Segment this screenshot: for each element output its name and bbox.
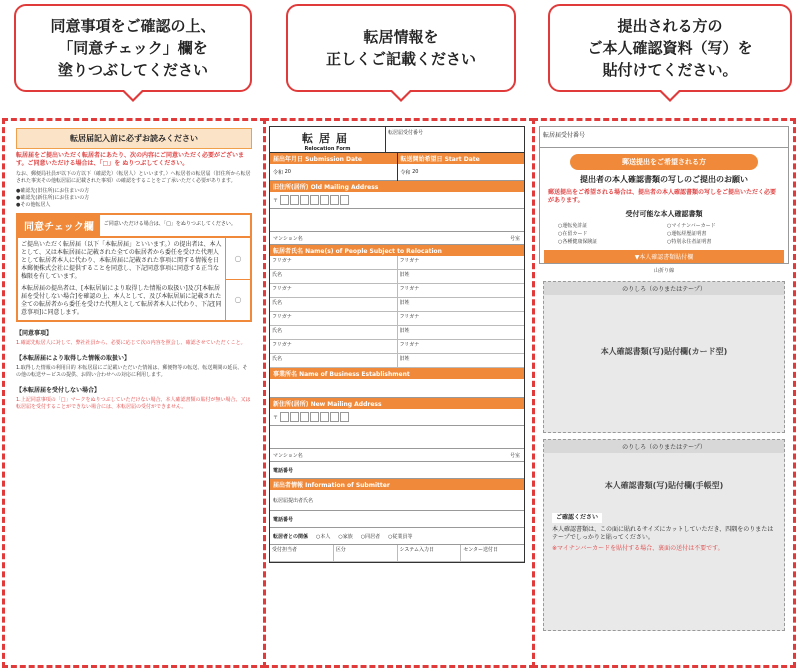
name-row[interactable]: フリガナ フリガナ <box>270 312 524 326</box>
submission-date-field[interactable]: 令和 20 <box>270 164 397 181</box>
consent-check-subtitle: ご同意いただける場合は、「□」をぬりつぶしてください。 <box>103 221 236 227</box>
form-title-row <box>270 127 524 153</box>
paste-area-bar: ▼本人確認書類貼付欄 <box>544 250 784 263</box>
accepted-docs-list <box>558 223 770 246</box>
reject-text: 1.上記同意事項の「□」マークをぬりつぶしていただけない場合、本人確認書類の貼付が無い場合、又は転居届を受付することができない場合には、本転居届の受付ができません。 <box>16 397 251 410</box>
list-item: ○各種健康保険証 <box>558 239 598 245</box>
list-item: ○運転免許証 <box>558 223 588 229</box>
name-row[interactable]: フリガナ フリガナ <box>270 284 524 298</box>
callout-relocation-info: 転居情報を 正しくご記載ください <box>286 4 516 92</box>
consent-checkbox-column <box>225 238 250 320</box>
office-use-row: 受付担当者 区分 システム入力日 センター送付日 <box>270 545 524 562</box>
tape-label: のりしろ（のりまたはテープ） <box>544 282 784 295</box>
business-field[interactable] <box>270 379 524 398</box>
booklet-paste-area[interactable] <box>543 439 785 631</box>
confirm-list <box>16 188 252 209</box>
name-row[interactable]: フリガナ フリガナ <box>270 340 524 354</box>
old-postal-field[interactable]: 〒 <box>270 192 524 209</box>
list-item: ○運転経歴証明書 <box>667 231 707 237</box>
list-item: ●確認先(新住所)にお住まいの方 <box>16 195 90 201</box>
usage-text: 1.取得した情報の利用目的 本転居届にご記載いただいた情報は、郵便物等の転送、転送期間の延長、その他の転送サービスの提供、お問い合わせへの対応に利用します。 <box>16 365 248 378</box>
name-row[interactable]: 氏名 旧姓 <box>270 298 524 312</box>
fold-line-label: 山折り線 <box>653 268 674 274</box>
relocation-form <box>269 126 525 563</box>
reject-title: 【本転居届を受付しない場合】 <box>16 387 101 394</box>
name-row[interactable]: 氏名 旧姓 <box>270 270 524 284</box>
id-request-box <box>539 126 789 264</box>
read-first-header: 転居届記入前に必ずお読みください <box>16 128 252 149</box>
consent-check-text-2: 本転居届の提出者は、[本転居届により取得した情報の取扱い]及び[本転居届を受付しない場合]を確認の上、本人として、及び本転居届に記載された全ての転居者から委任を受けた代理人として転居者本人に代わり、下記[同意事項]に同意します。 <box>21 285 222 316</box>
relocation-form-panel <box>265 122 530 662</box>
old-mansion-field[interactable]: マンション名 号室 <box>270 232 524 245</box>
date-row <box>270 153 524 181</box>
id-request-red-text: 郵送提出をご希望される場合は、提出者の本人確認書類の写しをご提出いただく必要があります。 <box>548 189 777 204</box>
postal-digit-boxes <box>280 195 349 205</box>
note-red-text: ※マイナンバーカードを貼付する場合、裏面の送付は不要です。 <box>552 545 724 552</box>
relation-option[interactable]: ○同居者 <box>360 533 381 540</box>
relation-option[interactable]: ○本人 <box>316 533 331 540</box>
new-postal-field[interactable]: 〒 <box>270 409 524 426</box>
card-paste-label: 本人確認書類(写)貼付欄(カード型) <box>600 347 728 356</box>
mail-submission-label: 郵送提出をご希望される方 <box>570 154 758 170</box>
names-label: 転居者氏名 Name(s) of People Subject to Relocation <box>270 245 524 256</box>
card-paste-area[interactable] <box>543 281 785 433</box>
list-item: ○マイナンバーカード <box>667 223 716 229</box>
old-address-label: 旧住所(居所) Old Mailing Address <box>270 181 524 192</box>
relation-option[interactable]: ○従業員等 <box>388 533 413 540</box>
consent-check-text-block <box>18 238 225 320</box>
submitter-name-field[interactable]: 転居届提出者氏名 <box>270 490 524 511</box>
old-address-field[interactable] <box>270 209 524 232</box>
relation-row: 転居者との関係 ○本人 ○家族 ○同居者 ○従業員等 <box>270 528 524 545</box>
accepted-docs-title: 受付可能な本人確認書類 <box>625 210 703 218</box>
consent-item-1: 1.確認先転居人に対して、弊社社員から、必要に応じて次の内容を照会し、確認させていただくこと。 <box>16 340 246 346</box>
form-receipt-number: 転居届受付番号 <box>385 127 524 152</box>
form-subtitle: Relocation Form <box>304 146 351 152</box>
consent-check-body <box>16 238 252 322</box>
callout-id-documents: 提出される方の ご本人確認資料（写）を 貼付けてください。 <box>548 4 792 92</box>
usage-title: 【本転居届により取得した情報の取扱い】 <box>16 355 131 362</box>
postal-digit-boxes <box>280 412 349 422</box>
consent-items-title: 【同意事項】 <box>16 330 53 337</box>
list-item: ●確認先(旧住所)にお住まいの方 <box>16 188 90 194</box>
tape-label: のりしろ（のりまたはテープ） <box>544 440 784 453</box>
intro-red-text: 転居届をご提出いただく転居者にあたり、次の内容にご同意いただく必要がございます。ご同意いただける場合は、「□」を ぬりつぶしてください。 <box>16 152 245 167</box>
form-title: 転居届 Relocation Form <box>270 127 385 152</box>
callout-consent: 同意事項をご確認の上、 「同意チェック」欄を 塗りつぶしてください <box>14 4 252 92</box>
new-address-label: 新住所(居所) New Mailing Address <box>270 398 524 409</box>
relation-option[interactable]: ○家族 <box>338 533 353 540</box>
submitter-phone-field[interactable]: 電話番号 <box>270 511 524 528</box>
name-row[interactable]: 氏名 旧姓 <box>270 354 524 368</box>
list-item: ○特別永住者証明書 <box>667 239 712 245</box>
note-text: 本人確認書類は、この面に貼れるサイズにカットしていただき、四隅をのりまたはテープでしっかりと貼ってください。 <box>552 526 774 541</box>
right-receipt-number: 転居届受付番号 <box>540 127 788 148</box>
booklet-paste-label: 本人確認書類(写)貼付欄(手帳型) <box>604 481 724 490</box>
name-row[interactable]: フリガナ フリガナ <box>270 256 524 270</box>
consent-checkbox-2[interactable]: ○ <box>234 295 242 305</box>
consent-check-text: ご提出いただく転居届（以下「本転居届」といいます。）の提出者は、本人として、又は本転居届に記載された全ての転居者から委任を受けた代理人として転居者本人に代わり、本転居届に記載された事項に関する情報を日本郵便株式会社に提供することを同意し、下記同意事項に同意する正当な権限を有しています。 <box>21 241 222 280</box>
list-item: ●その他転居人 <box>16 202 51 208</box>
name-row[interactable]: 氏名 旧姓 <box>270 326 524 340</box>
start-date-label: 転送開始希望日 Start Date <box>398 153 525 164</box>
intro-text: なお、郵便局社員が以下の方以下（確認先）（転居人）といいます。）へ転居者の転居届（旧住所から転居された事実その他転居届に記載された事項）の確認をすることをご了承いただく必要があります。 <box>16 171 251 184</box>
consent-check-title: 同意チェック欄 <box>18 215 100 236</box>
start-date-field[interactable]: 令和 20 <box>398 164 525 181</box>
submission-date-label: 届出年月日 Submission Date <box>270 153 397 164</box>
phone-field[interactable]: 電話番号 <box>270 462 524 479</box>
consent-panel <box>6 122 262 662</box>
new-mansion-field[interactable]: マンション名 号室 <box>270 449 524 462</box>
list-item: ○在留カード <box>558 231 588 237</box>
id-request-heading: 提出者の本人確認書類の写しのご提出のお願い <box>580 175 748 184</box>
submitter-label: 届出者情報 Information of Submitter <box>270 479 524 490</box>
business-label: 事業所名 Name of Business Establishment <box>270 368 524 379</box>
new-address-field[interactable] <box>270 426 524 449</box>
consent-checkbox-1[interactable]: ○ <box>226 238 250 280</box>
id-document-panel <box>535 122 793 662</box>
consent-check-header <box>16 213 252 238</box>
note-title: ご確認ください <box>552 513 602 523</box>
